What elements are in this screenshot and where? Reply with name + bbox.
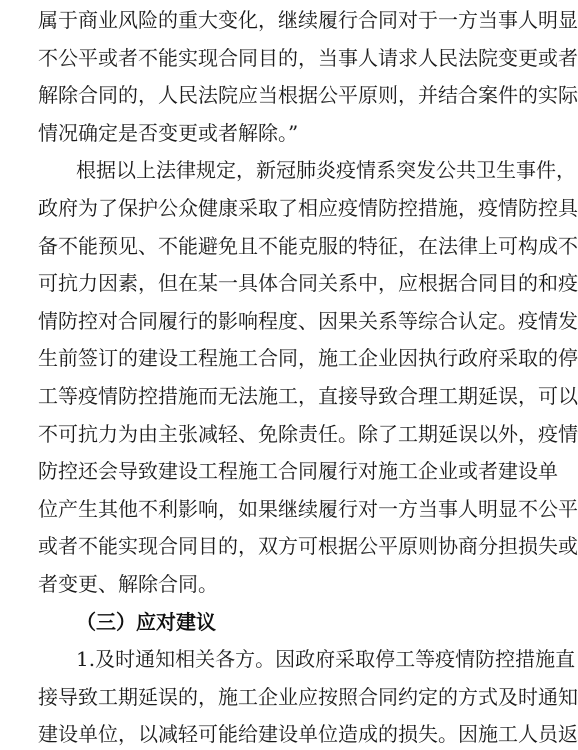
text-line: 者变更、解除合同。: [38, 572, 218, 596]
text-line: 政府为了保护公众健康采取了相应疫情防控措施，疫情防控具: [38, 196, 578, 220]
text-line: 情况确定是否变更或者解除。”: [38, 120, 299, 145]
text-line: 可抗力因素，但在某一具体合同关系中，应根据合同目的和疫: [38, 271, 578, 296]
text-line: 建设单位，以减轻可能给建设单位造成的损失。因施工人员返: [38, 722, 578, 747]
text-line: 不公平或者不能实现合同目的，当事人请求人民法院变更或者: [38, 45, 578, 70]
text-line: 不可抗力为由主张减轻、免除责任。除了工期延误以外，疫情: [38, 421, 578, 446]
text-line: 根据以上法律规定，新冠肺炎疫情系突发公共卫生事件，: [76, 158, 576, 183]
text-line: 位产生其他不利影响，如果继续履行对一方当事人明显不公平: [38, 496, 578, 521]
text-line: 情防控对合同履行的影响程度、因果关系等综合认定。疫情发: [38, 308, 578, 333]
text-line: 工等疫情防控措施而无法施工，直接导致合理工期延误，可以: [38, 384, 578, 408]
text-line: 属于商业风险的重大变化，继续履行合同对于一方当事人明显: [38, 8, 578, 32]
text-line: 或者不能实现合同目的，双方可根据公平原则协商分担损失或: [38, 534, 578, 559]
section-heading: （三）应对建议: [76, 609, 216, 634]
text-line: 接导致工期延误的，施工企业应按照合同约定的方式及时通知: [38, 684, 578, 709]
text-line: 生前签订的建设工程施工合同，施工企业因执行政府采取的停: [38, 346, 578, 371]
text-line: 备不能预见、不能避免且不能克服的特征，在法律上可构成不: [38, 233, 578, 258]
text-line: 1.及时通知相关各方。因政府采取停工等疫情防控措施直: [76, 647, 576, 672]
text-line: 解除合同的，人民法院应当根据公平原则，并结合案件的实际: [38, 83, 578, 108]
text-line: 防控还会导致建设工程施工合同履行对施工企业或者建设单: [38, 459, 558, 484]
